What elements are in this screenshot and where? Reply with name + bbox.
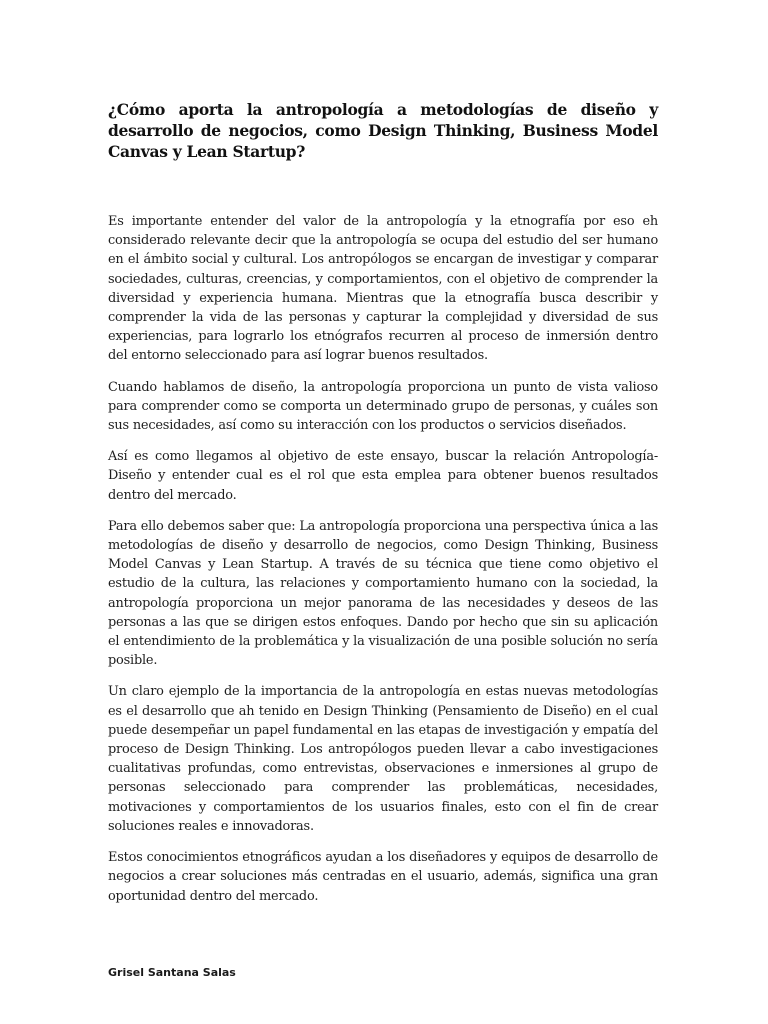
author-footer: Grisel Santana Salas bbox=[108, 966, 236, 979]
document-body bbox=[108, 99, 658, 918]
paragraph-6: Estos conocimientos etnográficos ayudan a los diseñadores y equipos de desarrollo de negocios a crear soluciones más centradas en el usuario, además, significa una gran oportunidad dentro del mercado. bbox=[108, 850, 658, 904]
document-title: ¿Cómo aporta la antropología a metodologías de diseño y desarrollo de negocios, como Design Thinking, Business Model Canvas y Lean Startup? bbox=[108, 100, 658, 161]
paragraph-2: Cuando hablamos de diseño, la antropología proporciona un punto de vista valioso para comprender como se comporta un determinado grupo de personas, y cuáles son sus necesidades, así como su interacción con los productos o servicios diseñados. bbox=[108, 379, 658, 434]
paragraph-1: Es importante entender del valor de la antropología y la etnografía por eso eh considerado relevante decir que la antropología se ocupa del estudio del ser humano en el ámbito social y cultural. Los antropólogos se encargan de investigar y comparar sociedades, culturas, creencias, y comportamientos, con el objetivo de comprender la diversidad y experiencia humana. Mientras que la etnografía busca describir y comprender la vida de las personas y capturar la complejidad y diversidad de sus experiencias, para lograrlo los etnógrafos recurren al proceso de inmersión dentro del entorno seleccionado para así lograr buenos resultados. bbox=[108, 214, 658, 364]
paragraph-4: Para ello debemos saber que: La antropología proporciona una perspectiva única a las metodologías de diseño y desarrollo de negocios, como Design Thinking, Business Model Canvas y Lean Startup. A través de su técnica que tiene como objetivo el estudio de la cultura, las relaciones y comportamiento humano con la sociedad, la antropología proporciona un mejor panorama de las necesidades y deseos de las personas a las que se dirigen estos enfoques. Dando por hecho que sin su aplicación el entendimiento de la problemática y la visualización de una posible solución no sería posible. bbox=[108, 518, 658, 669]
paragraph-5: Un claro ejemplo de la importancia de la antropología en estas nuevas metodologías es el desarrollo que ah tenido en Design Thinking (Pensamiento de Diseño) en el cual puede desempeñar un papel fundamental en las etapas de investigación y empatía del proceso de Design Thinking. Los antropólogos pueden llevar a cabo investigaciones cualitativas profundas, como entrevistas, observaciones e inmersiones al grupo de personas seleccionado para comprender las problemáticas, necesidades, motivaciones y comportamientos de los usuarios finales, esto con el fin de crear soluciones reales e innovadoras. bbox=[108, 684, 658, 834]
paragraph-3: Así es como llegamos al objetivo de este ensayo, buscar la relación Antropología-Diseño y entender cual es el rol que esta emplea para obtener buenos resultados dentro del mercado. bbox=[108, 449, 658, 503]
